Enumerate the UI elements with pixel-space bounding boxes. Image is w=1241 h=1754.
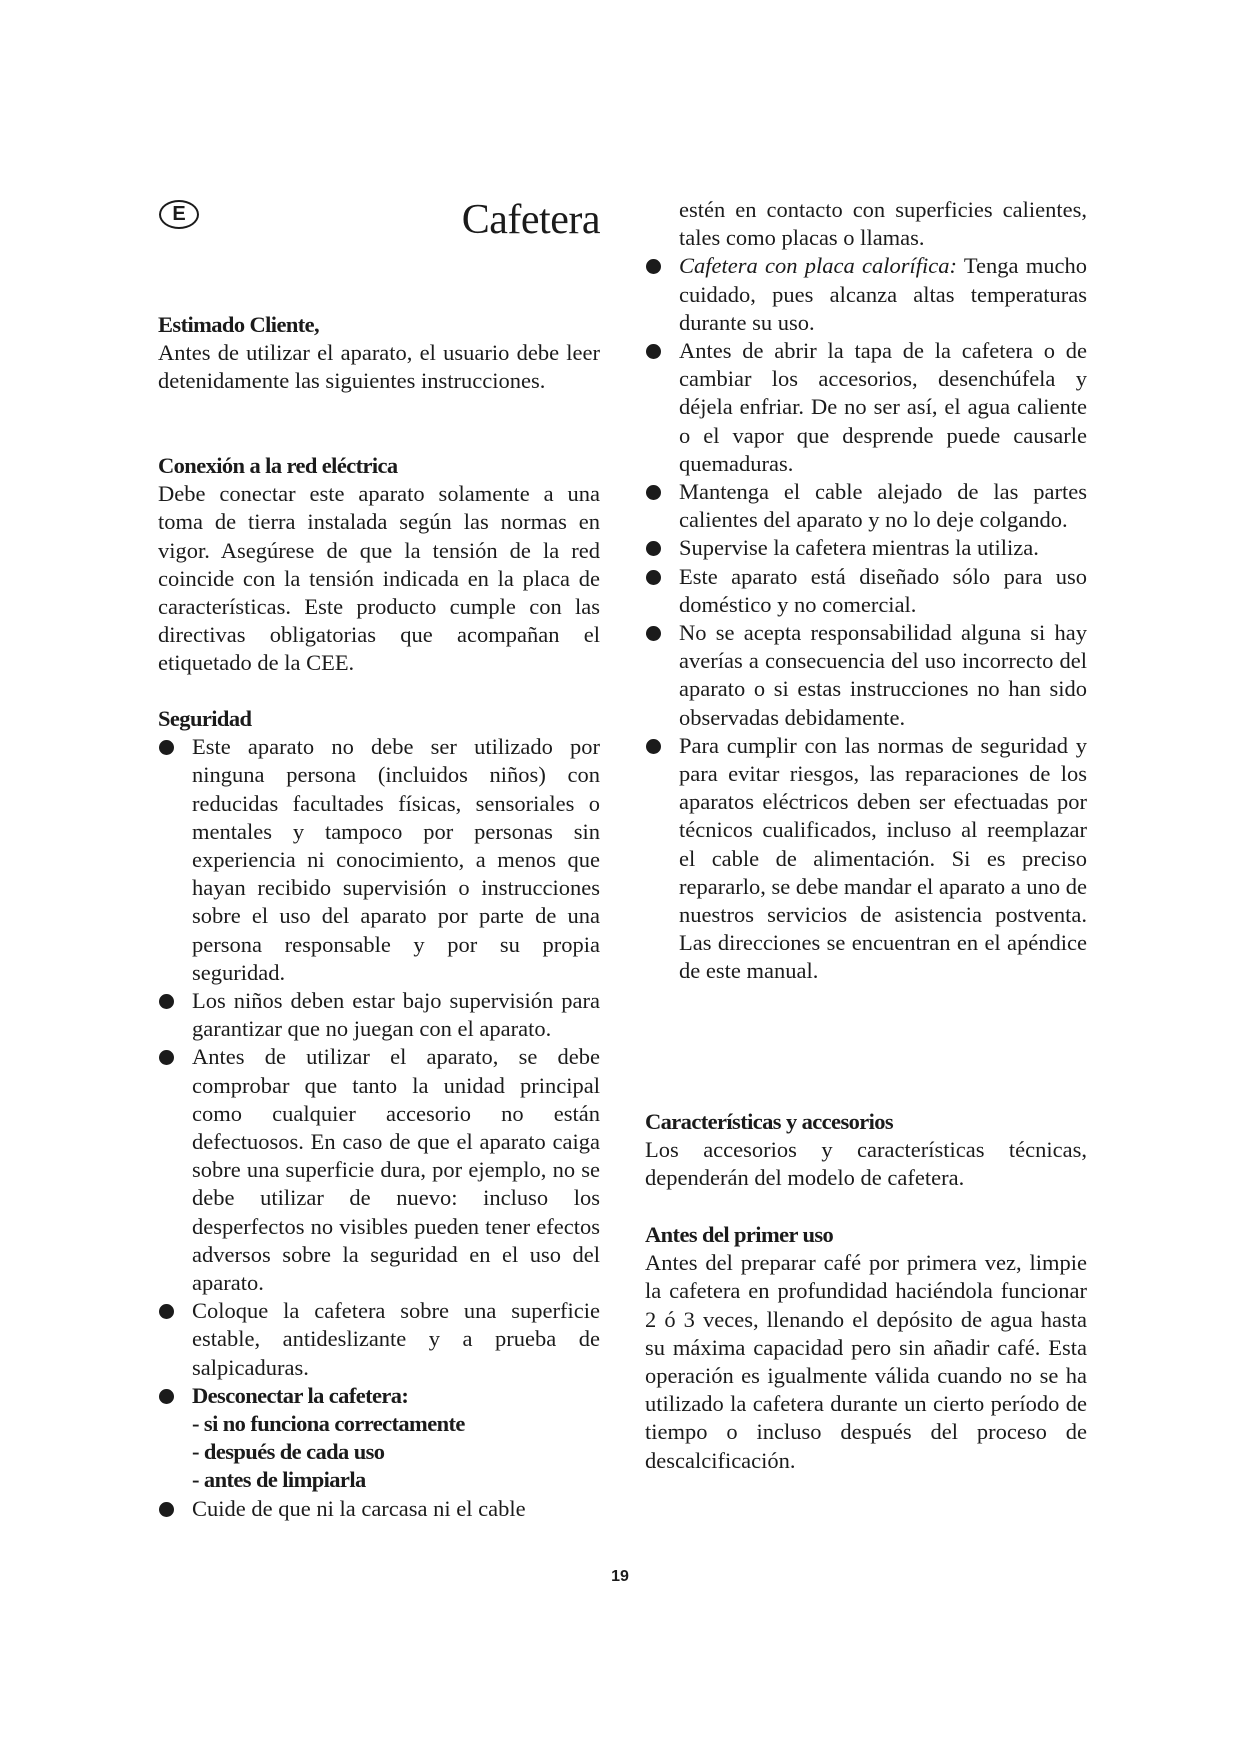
safety-list — [158, 733, 600, 1523]
language-badge: E — [159, 200, 199, 229]
list-item: Supervise la cafetera mientras la utiliza. — [645, 534, 1087, 562]
hotplate-label: Cafetera con placa calorífica: — [679, 253, 957, 279]
disconnect-sublist — [192, 1410, 600, 1495]
list-item-disconnect — [158, 1382, 600, 1495]
first-use-text: Antes del preparar café por primera vez, limpie la cafetera en profundidad haciéndola funcionar 2 ó 3 veces, llenando el depósito de agua hasta su máxima capacidad pero sin añadir café. Esta operación es igualmente válida cuando no se ha utilizado la cafetera durante un cierto período de tiempo o incluso después del proceso de descalcificación. — [645, 1250, 1087, 1473]
list-item: Este aparato no debe ser utilizado por ninguna persona (incluidos niños) con reducidas facultades físicas, sensoriales o mentales y tampoco por personas sin experiencia ni conocimiento, a menos que hayan recibido supervisión o instrucciones sobre el uso del aparato por parte de una persona responsable y por su propia seguridad. — [158, 733, 600, 987]
greeting-text: Antes de utilizar el aparato, el usuario debe leer detenidamente las siguientes instrucciones. — [158, 340, 600, 394]
continued-text: estén en contacto con superficies calientes, tales como placas o llamas. — [679, 197, 1087, 251]
connection-section — [158, 452, 600, 678]
greeting-heading: Estimado Cliente, — [158, 312, 320, 337]
first-use-heading: Antes del primer uso — [645, 1222, 834, 1247]
hotplate-text: Tenga mucho cuidado, pues alcanza altas temperaturas durante su uso. — [679, 253, 1087, 335]
list-item-hotplate — [645, 252, 1087, 337]
list-item: Para cumplir con las normas de seguridad y para evitar riesgos, las reparaciones de los aparatos eléctricos deben ser efectuadas por técnicos cualificados, incluso al reemplazar el cable de alimentación. Si es preciso repararlo, se debe mandar el aparato a uno de nuestros servicios de asistencia postventa. Las direcciones se encuentran en el apéndice de este manual. — [645, 732, 1087, 986]
list-item: Este aparato está diseñado sólo para uso doméstico y no comercial. — [645, 563, 1087, 619]
list-item: No se acepta responsabilidad alguna si hay averías a consecuencia del uso incorrecto del aparato o si estas instrucciones no han sido observadas debidamente. — [645, 619, 1087, 732]
list-item: Coloque la cafetera sobre una superficie estable, antideslizante y a prueba de salpicaduras. — [158, 1297, 600, 1382]
features-section — [645, 1108, 1087, 1193]
features-text: Los accesorios y características técnicas, dependerán del modelo de cafetera. — [645, 1137, 1087, 1191]
sub-list-item: - después de cada uso — [192, 1439, 385, 1465]
connection-text: Debe conectar este aparato solamente a una toma de tierra instalada según las normas en vigor. Asegúrese de que la tensión de la red coincide con la tensión indicada en la placa de características. Este producto cumple con las directivas obligatorias que acompañan el etiquetado de la CEE. — [158, 481, 600, 676]
page-number: 19 — [611, 1568, 629, 1585]
safety-heading: Seguridad — [158, 706, 252, 731]
connection-heading: Conexión a la red eléctrica — [158, 453, 398, 478]
page-title: Cafetera — [461, 197, 600, 243]
list-item: Antes de abrir la tapa de la cafetera o de cambiar los accesorios, desenchúfela y déjela enfriar. De no ser así, el agua caliente o el vapor que desprende puede causarle quemaduras. — [645, 337, 1087, 478]
first-use-section — [645, 1221, 1087, 1475]
disconnect-label: Desconectar la cafetera: — [192, 1382, 409, 1408]
sub-list-item: - antes de limpiarla — [192, 1467, 366, 1493]
safety-continued — [645, 196, 1087, 986]
list-item: Antes de utilizar el aparato, se debe comprobar que tanto la unidad principal como cualquier accesorio no están defectuosos. En caso de que el aparato caiga sobre una superficie dura, por ejemplo, no se debe utilizar de nuevo: incluso los desperfectos no visibles pueden tener efectos adversos sobre la seguridad en el uso del aparato. — [158, 1043, 600, 1297]
features-heading: Características y accesorios — [645, 1109, 894, 1134]
sub-list-item: - si no funciona correctamente — [192, 1411, 465, 1437]
list-item: Los niños deben estar bajo supervisión para garantizar que no juegan con el aparato. — [158, 987, 600, 1043]
safety-section — [158, 705, 600, 1523]
greeting-section — [158, 311, 600, 396]
safety-list-continued — [645, 252, 1087, 985]
list-item: Mantenga el cable alejado de las partes calientes del aparato y no lo deje colgando. — [645, 478, 1087, 534]
list-item: Cuide de que ni la carcasa ni el cable — [158, 1495, 600, 1523]
